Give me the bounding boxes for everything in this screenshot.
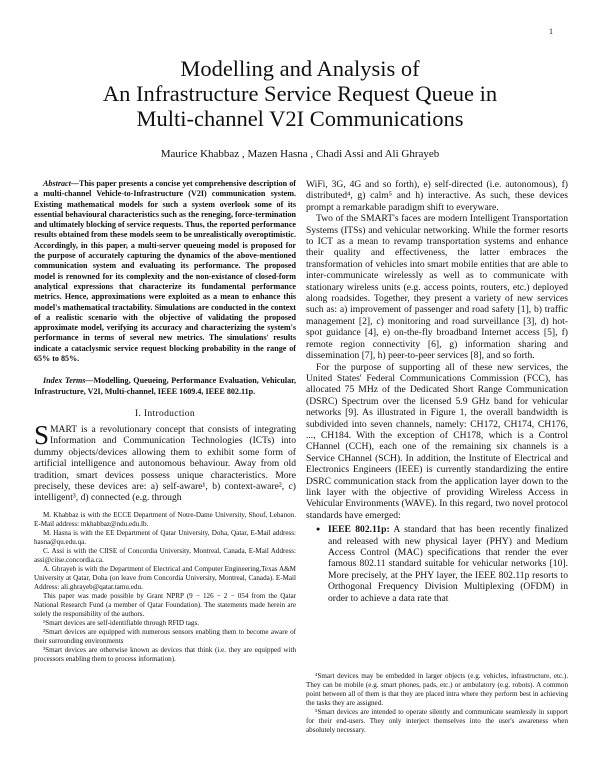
affiliation-note: M. Khabbaz is with the ECCE Department of Notre-Dame University, Shouf, Lebanon. E-Mail address: mkhabbaz@ndu.edu.lb. <box>34 510 296 528</box>
footnote: ³Smart devices are otherwise known as devices that think (i.e. they are equipped with processors enabling them to process information). <box>34 645 296 663</box>
right-footnotes <box>306 672 568 735</box>
index-terms-text: Modelling, Queueing, Performance Evaluation, Vehicular, Infrastructure, V2I, Multi-channel, IEEE 1609.4, IEEE 802.11p. <box>34 376 296 396</box>
left-column <box>34 179 296 664</box>
footnote: ²Smart devices are equipped with numerous sensors enabling them to become aware of their surrounding environments <box>34 627 296 645</box>
paper-title <box>40 56 560 131</box>
affiliation-note: C. Assi is with the CIISE of Concordia University, Montreal, Canada, E-Mail Address: assi@ciise.concordia.ca. <box>34 546 296 564</box>
abstract <box>34 179 296 364</box>
affiliation-notes <box>34 511 296 664</box>
body-paragraph: For the purpose of supporting all of these new services, the United States' Federal Communications Commission (FCC), has allocated 75 MHz of the Dedicated Short Range Communication (DSRC) Spectrum over the licensed 5.9 GHz band for vehicular networks [9]. As illustrated in Figure 1, the overall bandwidth is subdivided into seven channels, namely: CH172, CH174, CH176, ..., CH184. With the exception of CH178, which is a Control CHannel (CCH), each one of the remaining six channels is a Service CHannel (SCH). In addition, the Institute of Electrical and Electronics Engineers (IEEE) is currently standardizing the entire DSRC communication stack from the application layer down to the link layer with the objective of providing Wireless Access in Vehicular Environments (WAVE). In this regard, two novel protocol standards have emerged: <box>306 361 568 521</box>
standards-list <box>306 524 568 604</box>
page-number: 1 <box>549 27 553 36</box>
section-heading: I. Introduction <box>135 407 195 419</box>
list-item <box>328 524 568 604</box>
index-terms-label: Index Terms— <box>43 376 94 386</box>
dropcap: S <box>34 419 50 450</box>
title-line-2: An Infrastructure Service Request Queue in <box>102 81 498 106</box>
intro-text: MART is a revolutionary concept that consists of integrating Information and Communication Technologies (ICTs) into dummy objects/devices allowing them to exhibit some form of artificial intelligence and autonomous behaviour. Away from old tradition, smart devices possess unique characteristics. More precisely, these devices are: a) self-aware¹, b) context-aware², c) intelligent³, d) connected (e.g. through <box>34 423 296 504</box>
footnote: ¹Smart devices are self-identifiable through RFID tags. <box>43 618 199 627</box>
footnote: ⁴Smart devices may be embedded in larger objects (e.g. vehicles, infrastructure, etc.). They can be mobile (e.g. smart phones, pads, etc.) or ambulatory (e.g. robots). A common point between all of them is that they are placed intra where they perform best in achieving the tasks they are assigned. <box>306 672 568 707</box>
index-terms <box>34 376 296 397</box>
body-paragraph: Two of the SMART's faces are modern Intelligent Transportation Systems (ITSs) and vehicular networking. While the former resorts to ICT as a mean to revamp transportation systems and enhance their quality and effectiveness, the latter embraces the transformation of vehicles into smart mobile entities that are able to inter-communicate wirelessly as well as to communicate with stationary wireless units (e.g. access points, routers, etc.) deployed along roadsides. Together, they present a variety of new services such as: a) improvement of passenger and road safety [1], b) traffic management [2], c) monitoring and road surveillance [3], d) hot-spot guidance [4], e) on-the-fly broadband Internet access [5], f) remote region connectivity [6], g) information sharing and dissemination [7], h) peer-to-peer services [8], and so forth. <box>306 213 568 362</box>
title-line-1: Modelling and Analysis of <box>180 56 420 81</box>
affiliation-note: M. Hasna is with the EE Department of Qatar University, Doha, Qatar, E-Mail address: hasna@qu.edu.qa. <box>34 528 296 546</box>
intro-paragraph <box>34 419 296 504</box>
abstract-text: This paper presents a concise yet comprehensive description of a multi-channel Vehicle-to-Infrastructure (V2I) communication system. Existing mathematical models for such a system overlook some of its essential behavioural characteristics such as the reneging, force-termination and ultimately blocking of service requests. Thus, the reported performance results obtained from these models seem to be unrealistically overoptimistic. Accordingly, in this paper, a multi-server queueing model is proposed for the purpose of accurately capturing the dynamics of the above-mentioned communication system and evaluating its performance. The proposed model is renowned for its complexity and the non-existance of closed-form analytical expressions that characterize its fundamental performance metrics. Hence, approximations were exploited as a mean to enhance this model's mathematical tractability. Simulations are conducted in the context of a realistic scenario with the objective of validating the proposed approximate model, verifying its accuracy and characterizing the system's performance in terms of several new metrics. The simulations' results indicate a cataclysmic service request blocking probability in the range of 65% to 85%. <box>34 179 296 364</box>
bullet-label: IEEE 802.11p: <box>328 524 390 536</box>
affiliation-note: A. Ghrayeb is with the Department of Electrical and Computer Engineering,Texas A&M University at Qatar, Doha (on leave from Concordia University, Montreal, Canada). E-Mail Address: ali.ghrayeb@qatar.tamu.edu. <box>34 564 296 591</box>
right-column <box>306 179 568 604</box>
intro-continuation: WiFi, 3G, 4G and so forth), e) self-directed (i.e. autonomous), f) distributed⁴, g) calm⁵ and h) interactive. As such, these devices prompt a remarkable paradigm shift to everyware. <box>306 179 568 213</box>
funding-note: This paper was made possible by Grant NPRP (9 − 126 − 2 − 054 from the Qatar National Research Fund (a member of Qatar Foundation). The statements made herein are solely the responsibility of the authors. <box>34 591 296 618</box>
abstract-label: Abstract— <box>43 179 79 188</box>
bullet-text: A standard that has been recently finalized and released with new physical layer (PHY) and Medium Access Control (MAC) specifications that render the ever famous 802.11 standard suitable for vehicular networks [10]. More precisely, at the PHY layer, the IEEE 802.11p resorts to Orthogonal Frequency Division Multiplexing (OFDM) in order to achieve a data rate that <box>328 524 568 604</box>
title-line-3: Multi-channel V2I Communications <box>136 106 464 131</box>
author-list: Maurice Khabbaz , Mazen Hasna , Chadi Assi and Ali Ghrayeb <box>160 148 440 160</box>
footnote: ⁵Smart devices are intended to operate silently and communicate seamlessly in support for their end-users. They only interject themselves into the user's awareness when absolutely necessary. <box>306 708 568 734</box>
